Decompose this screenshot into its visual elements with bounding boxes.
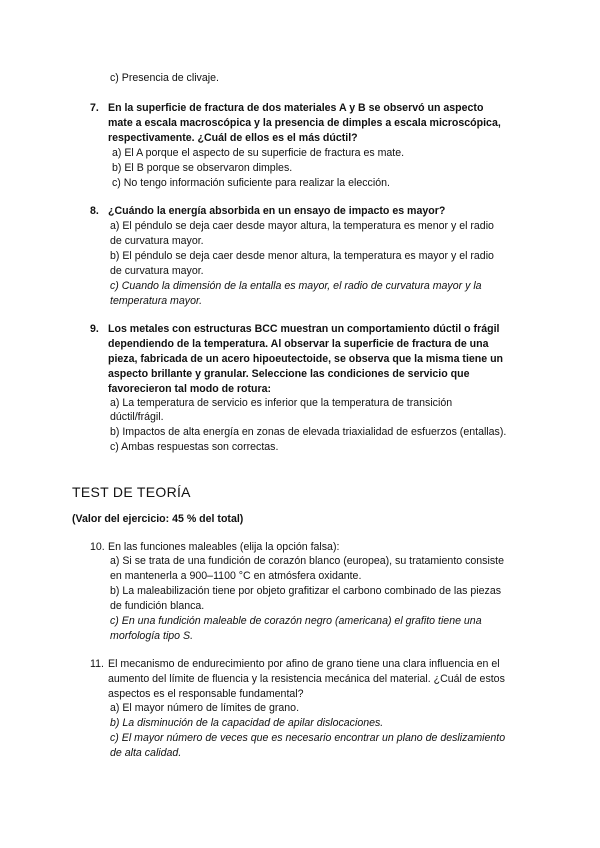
q11-stem-line: aumento del límite de fluencia y la resistencia mecánica del material. ¿Cuál de estos xyxy=(108,673,505,685)
q11-stem-line: El mecanismo de endurecimiento por afino de grano tiene una clara influencia en el xyxy=(108,658,500,670)
q6-option-c: c) Presencia de clivaje. xyxy=(110,72,219,84)
q10-option-a-cont: en mantenerla a 900–1100 °C en atmósfera oxidante. xyxy=(110,570,362,582)
q9-option-a-cont: dúctil/frágil. xyxy=(110,411,164,423)
q11-option-c-cont: de alta calidad. xyxy=(110,747,182,759)
q10-option-a: a) Si se trata de una fundición de corazón blanco (europea), su tratamiento consiste xyxy=(110,555,504,567)
q9-stem-line: Los metales con estructuras BCC muestran un comportamiento dúctil o frágil xyxy=(108,323,500,335)
q7-stem-line: En la superficie de fractura de dos materiales A y B se observó un aspecto xyxy=(108,102,484,114)
q8-option-b-cont: de curvatura mayor. xyxy=(110,265,204,277)
q9-option-c: c) Ambas respuestas son correctas. xyxy=(110,441,279,453)
q10-option-b-cont: de fundición blanca. xyxy=(110,600,205,612)
q11-option-b: b) La disminución de la capacidad de apilar dislocaciones. xyxy=(110,717,384,729)
q8-option-c-cont: temperatura mayor. xyxy=(110,295,203,307)
q10-option-b: b) La maleabilización tiene por objeto grafitizar el carbono combinado de las piezas xyxy=(110,585,502,597)
q7-number: 7. xyxy=(90,102,99,114)
q11-option-c: c) El mayor número de veces que es necesario encontrar un plano de deslizamiento xyxy=(110,732,506,744)
q9-stem-line: aspecto brillante y granular. Seleccione las condiciones de servicio que xyxy=(108,368,470,380)
q10-option-c-cont: morfología tipo S. xyxy=(110,630,194,642)
q8-option-a-cont: de curvatura mayor. xyxy=(110,235,204,247)
q10-option-c: c) En una fundición maleable de corazón negro (americana) el grafito tiene una xyxy=(110,615,482,627)
q11-number: 11. xyxy=(90,658,104,670)
q7-option-b: b) El B porque se observaron dimples. xyxy=(112,162,293,174)
q11-stem-line: aspectos es el responsable fundamental? xyxy=(108,688,304,700)
q9-option-a: a) La temperatura de servicio es inferior que la temperatura de transición xyxy=(110,397,453,409)
q7-option-a: a) El A porque el aspecto de su superficie de fractura es mate. xyxy=(112,147,405,159)
q8-option-a: a) El péndulo se deja caer desde mayor altura, la temperatura es menor y el radio xyxy=(110,220,494,232)
q9-number: 9. xyxy=(90,323,99,335)
q9-stem-line: dependiendo de la temperatura. Al observar la superficie de fractura de una xyxy=(108,338,489,350)
q9-option-b: b) Impactos de alta energía en zonas de elevada triaxialidad de esfuerzos (entallas). xyxy=(110,426,507,438)
q10-number: 10. xyxy=(90,541,105,553)
q7-stem-line: mate a escala macroscópica y la presencia de dimples a escala microscópica, xyxy=(108,117,501,129)
q8-number: 8. xyxy=(90,205,99,217)
q9-stem-line: favorecieron tal modo de rotura: xyxy=(108,383,272,395)
q8-option-b: b) El péndulo se deja caer desde menor altura, la temperatura es mayor y el radio xyxy=(110,250,494,262)
q10-stem: En las funciones maleables (elija la opción falsa): xyxy=(108,541,340,553)
q7-stem-line: respectivamente. ¿Cuál de ellos es el más dúctil? xyxy=(108,132,358,144)
section-value: (Valor del ejercicio: 45 % del total) xyxy=(72,513,244,525)
q8-option-c: c) Cuando la dimensión de la entalla es mayor, el radio de curvatura mayor y la xyxy=(110,280,482,292)
section-title: TEST DE TEORÍA xyxy=(72,484,191,500)
q7-option-c: c) No tengo información suficiente para realizar la elección. xyxy=(112,177,390,189)
q9-stem-line: pieza, fabricada de un acero hipoeutectoide, se observa que la misma tiene un xyxy=(108,353,504,365)
q8-stem: ¿Cuándo la energía absorbida en un ensayo de impacto es mayor? xyxy=(108,205,446,217)
q11-option-a: a) El mayor número de límites de grano. xyxy=(110,702,300,714)
